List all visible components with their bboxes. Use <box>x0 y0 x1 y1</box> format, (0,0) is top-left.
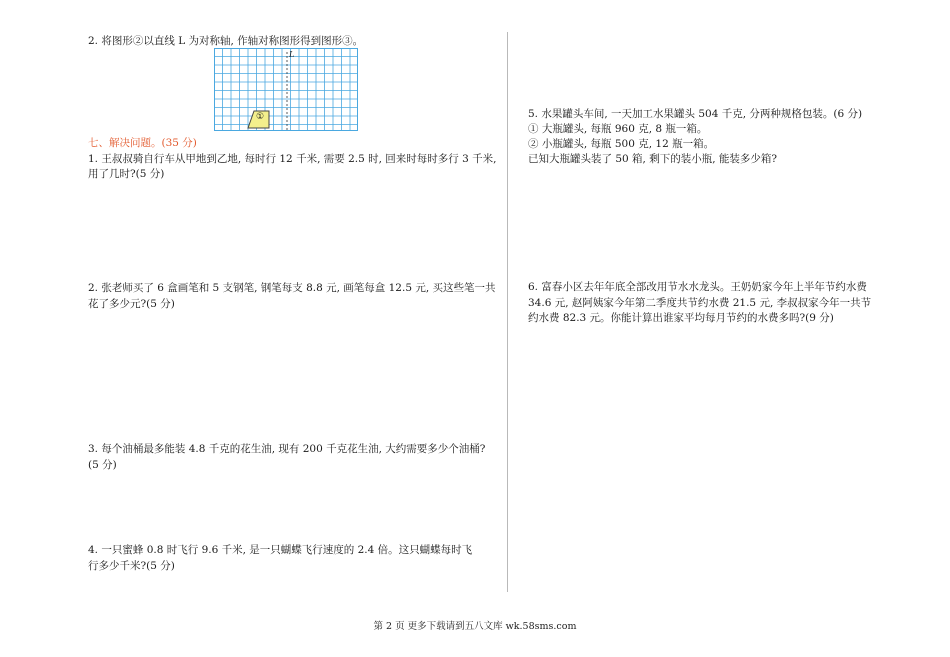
section-title-solve-problems: 七、解决问题。(35 分) <box>88 137 197 149</box>
grid-border <box>215 49 358 131</box>
problem-6-line-2: 34.6 元, 赵阿姨家今年第二季度共节约水费 21.5 元, 李叔叔家今年一共节 <box>528 297 872 309</box>
problem-4-line-1: 4. 一只蜜蜂 0.8 时飞行 9.6 千米, 是一只蝴蝶飞行速度的 2.4 倍。这只蝴蝶每时飞 <box>88 544 473 556</box>
problem-5-line-1: 5. 水果罐头车间, 一天加工水果罐头 504 千克, 分两种规格包装。(6 分) <box>528 108 863 120</box>
problem-1-line-2: 用了几时?(5 分) <box>88 168 165 180</box>
problem-5-line-3: ② 小瓶罐头, 每瓶 500 克, 12 瓶一箱。 <box>528 138 715 150</box>
grid-lines <box>214 48 358 131</box>
shape-label: ① <box>256 112 265 122</box>
problem-5-line-2: ① 大瓶罐头, 每瓶 960 克, 8 瓶一箱。 <box>528 123 708 135</box>
grid-svg <box>214 48 358 131</box>
problem-5-line-4: 已知大瓶罐头装了 50 箱, 剩下的装小瓶, 能装多少箱? <box>528 153 778 165</box>
page-footer: 第 2 页 更多下载请到五八文库 wk.58sms.com <box>373 621 577 632</box>
problem-6-line-3: 约水费 82.3 元。你能计算出谁家平均每月节约的水费多吗?(9 分) <box>528 312 834 324</box>
axis-label-l: L <box>289 50 295 59</box>
problem-3-line-2: (5 分) <box>88 459 117 471</box>
column-divider <box>507 32 508 592</box>
problem-4-line-2: 行多少千米?(5 分) <box>88 560 175 572</box>
geometry-question-2: 2. 将图形②以直线 L 为对称轴, 作轴对称图形得到图形③。 <box>88 35 364 47</box>
problem-2-line-2: 花了多少元?(5 分) <box>88 298 175 310</box>
problem-1-line-1: 1. 王叔叔骑自行车从甲地到乙地, 每时行 12 千米, 需要 2.5 时, 回来时每时多行 3 千米, <box>88 153 497 165</box>
symmetry-grid-figure <box>214 48 358 131</box>
problem-2-line-1: 2. 张老师买了 6 盒画笔和 5 支钢笔, 钢笔每支 8.8 元, 画笔每盒 12.5 元, 买这些笔一共 <box>88 282 496 294</box>
problem-3-line-1: 3. 每个油桶最多能装 4.8 千克的花生油, 现有 200 千克花生油, 大约需要多少个油桶? <box>88 443 486 455</box>
problem-6-line-1: 6. 富春小区去年年底全部改用节水水龙头。王奶奶家今年上半年节约水费 <box>528 281 867 293</box>
